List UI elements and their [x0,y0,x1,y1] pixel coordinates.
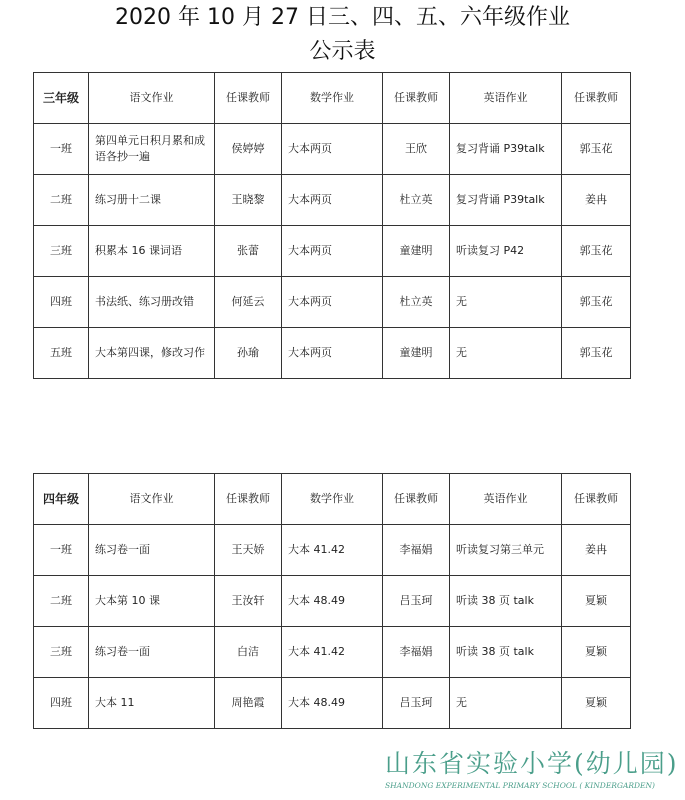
math-teacher-cell: 李福娟 [383,627,450,678]
english-homework-cell: 复习背诵 P39talk [450,124,562,175]
math-teacher-cell: 吕玉珂 [383,576,450,627]
math-homework-cell: 大本 41.42 [282,627,383,678]
math-homework-cell: 大本两页 [282,175,383,226]
class-name-cell: 二班 [34,175,89,226]
grade4-homework-table [33,473,631,729]
school-logo-english: SHANDONG EXPERIMENTAL PRIMARY SCHOOL ( KINDERGARDEN) [385,781,655,790]
table-row [34,576,631,627]
english-homework-cell: 复习背诵 P39talk [450,175,562,226]
grade-label: 三年级 [34,73,89,124]
english-homework-cell: 听读 38 页 talk [450,627,562,678]
english-teacher-cell: 郭玉花 [562,277,631,328]
table-row [34,124,631,175]
math-teacher-cell: 杜立英 [383,175,450,226]
header-english-teacher: 任课教师 [562,73,631,124]
class-name-cell: 五班 [34,328,89,379]
math-teacher-cell: 王欣 [383,124,450,175]
chinese-teacher-cell: 孙瑜 [215,328,282,379]
chinese-teacher-cell: 侯婷婷 [215,124,282,175]
table-header-row [34,474,631,525]
math-homework-cell: 大本两页 [282,124,383,175]
english-teacher-cell: 郭玉花 [562,328,631,379]
math-homework-cell: 大本 48.49 [282,678,383,729]
table-row [34,678,631,729]
english-homework-cell: 无 [450,678,562,729]
chinese-teacher-cell: 张蕾 [215,226,282,277]
chinese-teacher-cell: 王晓黎 [215,175,282,226]
class-name-cell: 一班 [34,525,89,576]
class-name-cell: 三班 [34,627,89,678]
math-teacher-cell: 李福娟 [383,525,450,576]
chinese-homework-cell: 大本第 10 课 [89,576,215,627]
class-name-cell: 二班 [34,576,89,627]
math-homework-cell: 大本 41.42 [282,525,383,576]
header-english-homework: 英语作业 [450,73,562,124]
table-row [34,627,631,678]
chinese-homework-cell: 练习卷一面 [89,627,215,678]
english-homework-cell: 听读复习 P42 [450,226,562,277]
math-homework-cell: 大本两页 [282,226,383,277]
english-teacher-cell: 夏颖 [562,627,631,678]
class-name-cell: 四班 [34,678,89,729]
english-teacher-cell: 郭玉花 [562,124,631,175]
english-teacher-cell: 郭玉花 [562,226,631,277]
math-teacher-cell: 吕玉珂 [383,678,450,729]
english-homework-cell: 听读 38 页 talk [450,576,562,627]
english-homework-cell: 无 [450,328,562,379]
header-math-teacher: 任课教师 [383,73,450,124]
chinese-teacher-cell: 王天娇 [215,525,282,576]
header-english-teacher: 任课教师 [562,474,631,525]
chinese-homework-cell: 练习卷一面 [89,525,215,576]
chinese-homework-cell: 书法纸、练习册改错 [89,277,215,328]
header-math-homework: 数学作业 [282,73,383,124]
chinese-homework-cell: 大本 11 [89,678,215,729]
table-header-row [34,73,631,124]
chinese-teacher-cell: 周艳霞 [215,678,282,729]
class-name-cell: 一班 [34,124,89,175]
school-logo-name: 山东省实验小学(幼儿园) [385,749,679,778]
grade-label: 四年级 [34,474,89,525]
chinese-homework-cell: 积累本 16 课词语 [89,226,215,277]
english-teacher-cell: 夏颖 [562,678,631,729]
table-row [34,277,631,328]
math-teacher-cell: 童建明 [383,328,450,379]
chinese-teacher-cell: 王汝轩 [215,576,282,627]
chinese-teacher-cell: 何延云 [215,277,282,328]
math-homework-cell: 大本两页 [282,277,383,328]
math-teacher-cell: 杜立英 [383,277,450,328]
table-row [34,226,631,277]
chinese-homework-cell: 大本第四课，修改习作 [89,328,215,379]
chinese-teacher-cell: 白洁 [215,627,282,678]
english-teacher-cell: 姜冉 [562,175,631,226]
english-homework-cell: 无 [450,277,562,328]
header-chinese-teacher: 任课教师 [215,474,282,525]
header-chinese-homework: 语文作业 [89,73,215,124]
header-chinese-homework: 语文作业 [89,474,215,525]
page-title: 2020 年 10 月 27 日三、四、五、六年级作业 [115,5,570,30]
english-teacher-cell: 姜冉 [562,525,631,576]
math-teacher-cell: 童建明 [383,226,450,277]
english-homework-cell: 听读复习第三单元 [450,525,562,576]
chinese-homework-cell: 练习册十二课 [89,175,215,226]
header-math-teacher: 任课教师 [383,474,450,525]
table-row [34,175,631,226]
grade3-homework-table [33,72,631,379]
page-subtitle: 公示表 [309,39,376,64]
class-name-cell: 三班 [34,226,89,277]
header-chinese-teacher: 任课教师 [215,73,282,124]
math-homework-cell: 大本两页 [282,328,383,379]
chinese-homework-cell: 第四单元日积月累和成语各抄一遍 [89,124,215,175]
table-row [34,328,631,379]
header-english-homework: 英语作业 [450,474,562,525]
header-math-homework: 数学作业 [282,474,383,525]
math-homework-cell: 大本 48.49 [282,576,383,627]
class-name-cell: 四班 [34,277,89,328]
english-teacher-cell: 夏颖 [562,576,631,627]
table-row [34,525,631,576]
